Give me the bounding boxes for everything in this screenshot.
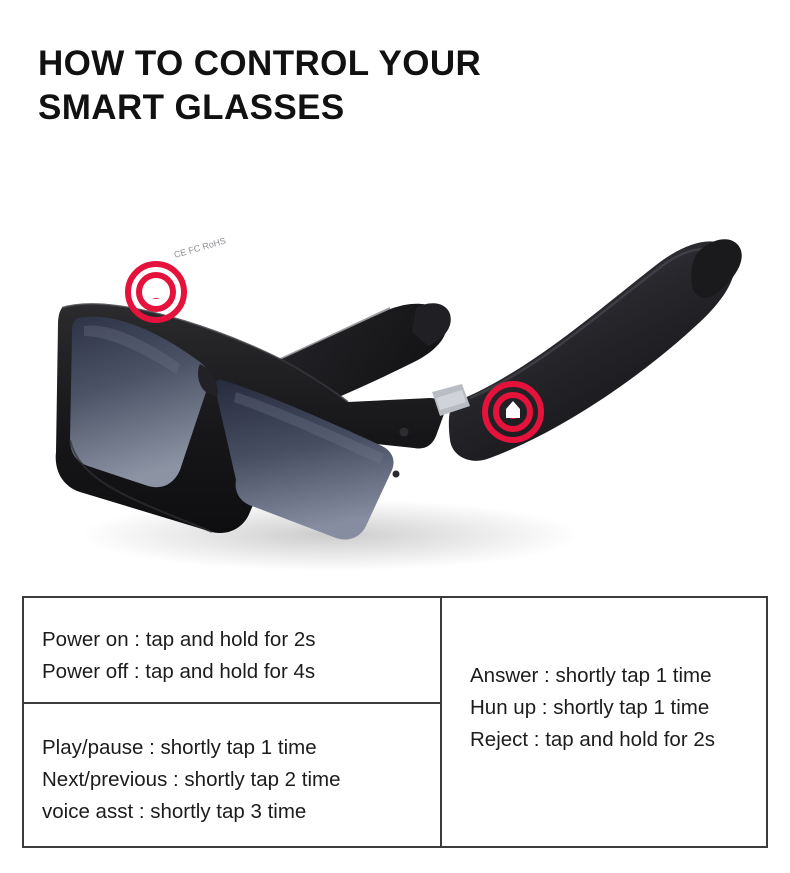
frame-screw [393, 471, 400, 478]
control-instructions-table [22, 596, 768, 848]
certification-marks: CE FC RoHS [172, 235, 227, 260]
product-image [0, 140, 790, 590]
instruction-line: Reject : tap and hold for 2s [470, 727, 716, 751]
page-title-line-2: SMART GLASSES [38, 88, 345, 128]
table-row-divider [24, 702, 440, 704]
instruction-line: Power on : tap and hold for 2s [42, 628, 316, 651]
left-temple-touch-zone[interactable] [128, 264, 184, 320]
instruction-line: voice asst : shortly tap 3 time [42, 799, 307, 823]
instruction-line: Answer : shortly tap 1 time [470, 664, 712, 687]
instruction-line: Power off : tap and hold for 4s [42, 659, 316, 683]
table-cell-calls [442, 660, 770, 756]
table-column-calls [442, 598, 770, 846]
right-temple-touch-zone[interactable] [485, 384, 541, 440]
frame-screw [400, 428, 409, 437]
instruction-line: Hun up : shortly tap 1 time [470, 695, 710, 719]
table-column-media-power [24, 598, 442, 846]
instruction-line: Next/previous : shortly tap 2 time [42, 767, 341, 791]
instruction-line: Play/pause : shortly tap 1 time [42, 736, 317, 759]
table-cell-power [24, 610, 440, 700]
table-cell-media [24, 718, 440, 840]
page-title [38, 42, 658, 131]
page-title-line-1: HOW TO CONTROL YOUR [38, 44, 482, 83]
